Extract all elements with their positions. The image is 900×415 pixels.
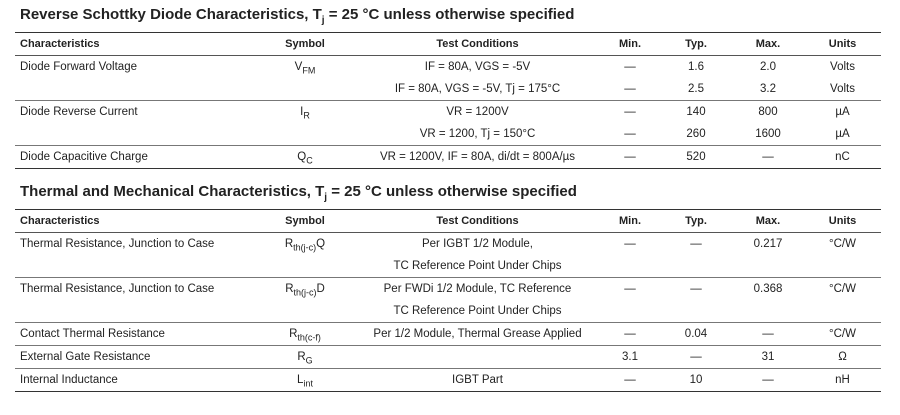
typ-cell: 140 xyxy=(686,106,706,118)
max-cell: 31 xyxy=(732,346,804,369)
characteristic-cell: Diode Reverse Current xyxy=(20,106,138,118)
symbol-main: R xyxy=(289,328,298,340)
unit-cell: Volts xyxy=(804,78,881,101)
table-row xyxy=(15,255,881,278)
symbol-subscript: R xyxy=(303,110,310,121)
typ-cell: 2.5 xyxy=(660,78,732,101)
symbol-cell xyxy=(255,323,355,346)
characteristic-cell xyxy=(15,78,255,101)
symbol-main: I xyxy=(300,106,304,118)
section-title-schottky xyxy=(20,6,575,26)
unit-cell: Ω xyxy=(804,346,881,369)
header-max: Max. xyxy=(732,33,804,56)
section-title-subscript: j xyxy=(324,192,328,203)
max-cell xyxy=(732,255,804,278)
symbol-cell xyxy=(255,101,355,124)
characteristic-cell xyxy=(15,300,255,323)
typ-cell: 260 xyxy=(660,123,732,146)
header-characteristics: Characteristics xyxy=(15,33,255,56)
header-typ: Typ. xyxy=(660,33,732,56)
header-max: Max. xyxy=(732,210,804,233)
characteristic-cell: Thermal Resistance, Junction to Case xyxy=(20,283,215,295)
header-units: Units xyxy=(804,210,881,233)
typ-cell: 0.04 xyxy=(660,323,732,346)
test-condition-cell: IF = 80A, VGS = -5V, Tj = 175°C xyxy=(355,78,600,101)
symbol-subscript: th(j-c) xyxy=(293,242,317,253)
symbol-subscript: th(j-c) xyxy=(293,287,317,298)
min-cell: — xyxy=(600,78,660,101)
header-test-conditions: Test Conditions xyxy=(355,210,600,233)
typ-cell xyxy=(660,300,732,323)
max-cell: — xyxy=(732,146,804,169)
test-condition-cell: Per FWDi 1/2 Module, TC Reference xyxy=(383,283,572,295)
max-cell: 0.217 xyxy=(753,238,783,250)
test-condition-cell: TC Reference Point Under Chips xyxy=(355,255,600,278)
characteristic-cell xyxy=(15,255,255,278)
typ-cell xyxy=(660,255,732,278)
max-cell: 0.368 xyxy=(753,283,783,295)
test-condition-cell: TC Reference Point Under Chips xyxy=(355,300,600,323)
section-title-subscript: j xyxy=(321,15,325,26)
section-title-thermal xyxy=(20,183,577,203)
header-test-conditions: Test Conditions xyxy=(355,33,600,56)
min-cell xyxy=(600,300,660,323)
table-row xyxy=(15,78,881,101)
test-condition-cell xyxy=(355,346,600,369)
typ-cell: 10 xyxy=(660,369,732,392)
unit-cell: µA xyxy=(804,123,881,146)
characteristic-cell: Diode Forward Voltage xyxy=(20,61,137,73)
header-symbol: Symbol xyxy=(255,210,355,233)
header-characteristics: Characteristics xyxy=(15,210,255,233)
symbol-subscript: G xyxy=(305,355,313,366)
typ-cell: — xyxy=(690,283,702,295)
symbol-cell xyxy=(255,146,355,169)
test-condition-cell: IGBT Part xyxy=(355,369,600,392)
table-row xyxy=(15,56,881,79)
min-cell: — xyxy=(600,323,660,346)
characteristic-cell: External Gate Resistance xyxy=(15,346,255,369)
characteristic-cell: Thermal Resistance, Junction to Case xyxy=(20,238,215,250)
header-min: Min. xyxy=(600,210,660,233)
symbol-cell xyxy=(255,233,355,256)
max-cell: — xyxy=(732,369,804,392)
table-row xyxy=(15,146,881,169)
min-cell: — xyxy=(624,106,636,118)
header-min: Min. xyxy=(600,33,660,56)
table-row xyxy=(15,101,881,124)
symbol-suffix: D xyxy=(316,283,325,295)
table-row xyxy=(15,233,881,256)
max-cell: 2.0 xyxy=(760,61,776,73)
symbol-main: L xyxy=(297,374,304,386)
symbol-cell xyxy=(255,255,355,278)
symbol-main: Q xyxy=(297,151,307,163)
table-row xyxy=(15,346,881,369)
min-cell: — xyxy=(600,146,660,169)
unit-cell: °C/W xyxy=(804,323,881,346)
characteristic-cell xyxy=(15,123,255,146)
test-condition-cell: IF = 80A, VGS = -5V xyxy=(424,61,531,73)
unit-cell: °C/W xyxy=(829,238,856,250)
test-condition-cell: VR = 1200V xyxy=(446,106,509,118)
thermal-mechanical-table xyxy=(15,209,881,392)
min-cell: — xyxy=(600,123,660,146)
unit-cell: Volts xyxy=(830,61,855,73)
table-row xyxy=(15,369,881,392)
typ-cell: — xyxy=(690,238,702,250)
min-cell: 3.1 xyxy=(600,346,660,369)
section-title-text: Thermal and Mechanical Characteristics, T xyxy=(20,183,325,200)
symbol-cell xyxy=(255,78,355,101)
symbol-main: R xyxy=(285,283,294,295)
max-cell: 800 xyxy=(758,106,778,118)
symbol-main: R xyxy=(297,351,306,363)
section-title-text: Reverse Schottky Diode Characteristics, T xyxy=(20,6,322,23)
min-cell: — xyxy=(624,283,636,295)
min-cell: — xyxy=(600,369,660,392)
test-condition-cell: Per 1/2 Module, Thermal Grease Applied xyxy=(355,323,600,346)
header-units: Units xyxy=(804,33,881,56)
section-title-suffix: = 25 °C unless otherwise specified xyxy=(324,6,575,23)
symbol-suffix: Q xyxy=(316,238,326,250)
unit-cell: nH xyxy=(804,369,881,392)
symbol-main: R xyxy=(284,238,294,250)
max-cell: — xyxy=(732,323,804,346)
symbol-cell xyxy=(255,278,355,301)
symbol-main: V xyxy=(294,61,303,73)
unit-cell xyxy=(804,255,881,278)
unit-cell: µA xyxy=(835,106,850,118)
min-cell: — xyxy=(624,61,636,73)
min-cell xyxy=(600,255,660,278)
table-header-row xyxy=(15,210,881,233)
symbol-cell xyxy=(255,300,355,323)
characteristic-cell: Contact Thermal Resistance xyxy=(15,323,255,346)
symbol-cell xyxy=(255,123,355,146)
characteristic-cell: Diode Capacitive Charge xyxy=(15,146,255,169)
typ-cell: 1.6 xyxy=(688,61,704,73)
characteristic-cell: Internal Inductance xyxy=(15,369,255,392)
test-condition-cell: Per IGBT 1/2 Module, xyxy=(421,238,533,250)
header-symbol: Symbol xyxy=(255,33,355,56)
symbol-cell xyxy=(255,346,355,369)
table-row xyxy=(15,300,881,323)
symbol-cell xyxy=(255,56,355,79)
unit-cell: nC xyxy=(804,146,881,169)
table-row xyxy=(15,123,881,146)
max-cell: 1600 xyxy=(732,123,804,146)
symbol-subscript: th(c-f) xyxy=(297,332,321,343)
table-header-row xyxy=(15,33,881,56)
unit-cell xyxy=(804,300,881,323)
test-condition-cell: VR = 1200V, IF = 80A, di/dt = 800A/µs xyxy=(355,146,600,169)
max-cell: 3.2 xyxy=(732,78,804,101)
symbol-cell xyxy=(255,369,355,392)
min-cell: — xyxy=(624,238,636,250)
unit-cell: °C/W xyxy=(829,283,856,295)
symbol-subscript: C xyxy=(306,155,313,166)
schottky-characteristics-table xyxy=(15,32,881,169)
typ-cell: 520 xyxy=(660,146,732,169)
max-cell xyxy=(732,300,804,323)
test-condition-cell: VR = 1200, Tj = 150°C xyxy=(355,123,600,146)
table-row xyxy=(15,323,881,346)
symbol-subscript: FM xyxy=(302,65,316,76)
symbol-subscript: int xyxy=(303,378,313,389)
section-title-suffix: = 25 °C unless otherwise specified xyxy=(327,183,577,200)
table-row xyxy=(15,278,881,301)
typ-cell: — xyxy=(660,346,732,369)
header-typ: Typ. xyxy=(660,210,732,233)
